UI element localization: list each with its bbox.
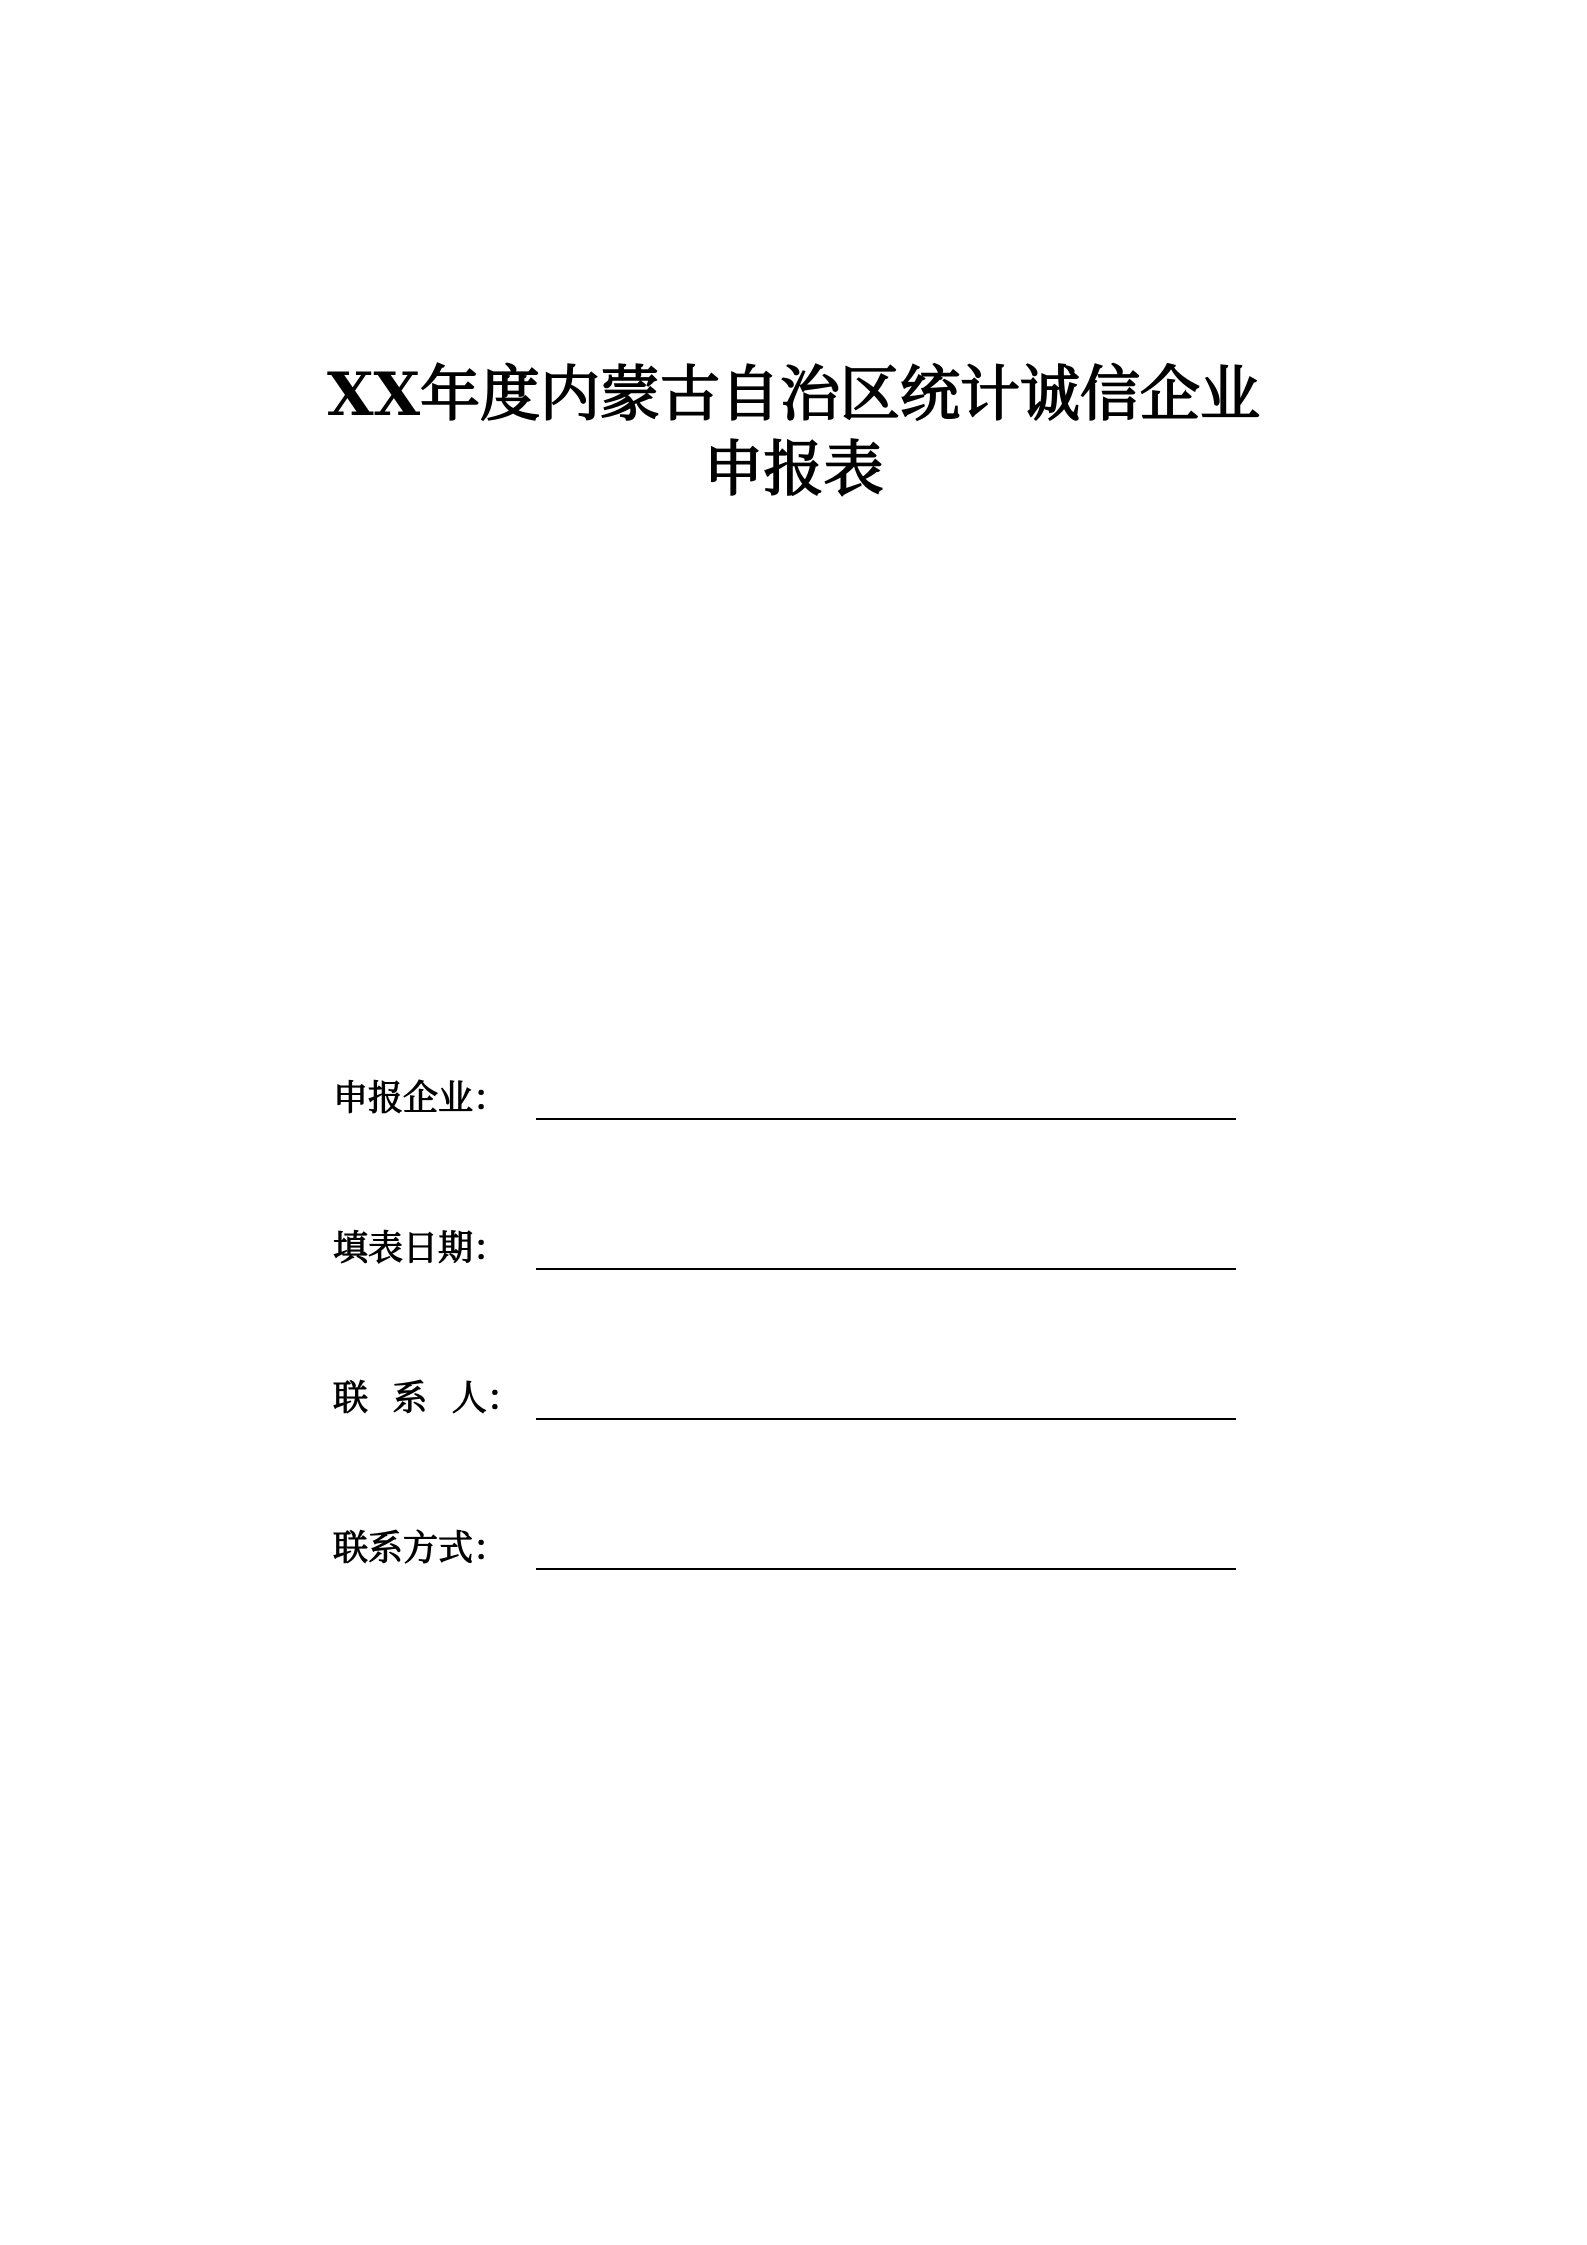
fill-line-applicant-company[interactable] [536,1118,1236,1120]
field-label-contact-info: 联系方式： [333,1528,509,1569]
field-contact-info [333,1520,1253,1580]
field-label-applicant-company: 申报企业： [333,1078,509,1119]
field-label-contact-person: 联 系 人： [333,1378,522,1419]
document-title: XX年度内蒙古自治区统计诚信企业 [326,360,1261,430]
fill-line-fill-date[interactable] [536,1268,1236,1270]
field-label-fill-date: 填表日期： [333,1228,509,1269]
fill-line-contact-info[interactable] [536,1568,1236,1570]
document-subtitle: 申报表 [703,435,884,505]
fill-line-contact-person[interactable] [536,1418,1236,1420]
field-applicant-company [333,1070,1253,1130]
field-contact-person [333,1370,1253,1430]
field-fill-date [333,1220,1253,1280]
